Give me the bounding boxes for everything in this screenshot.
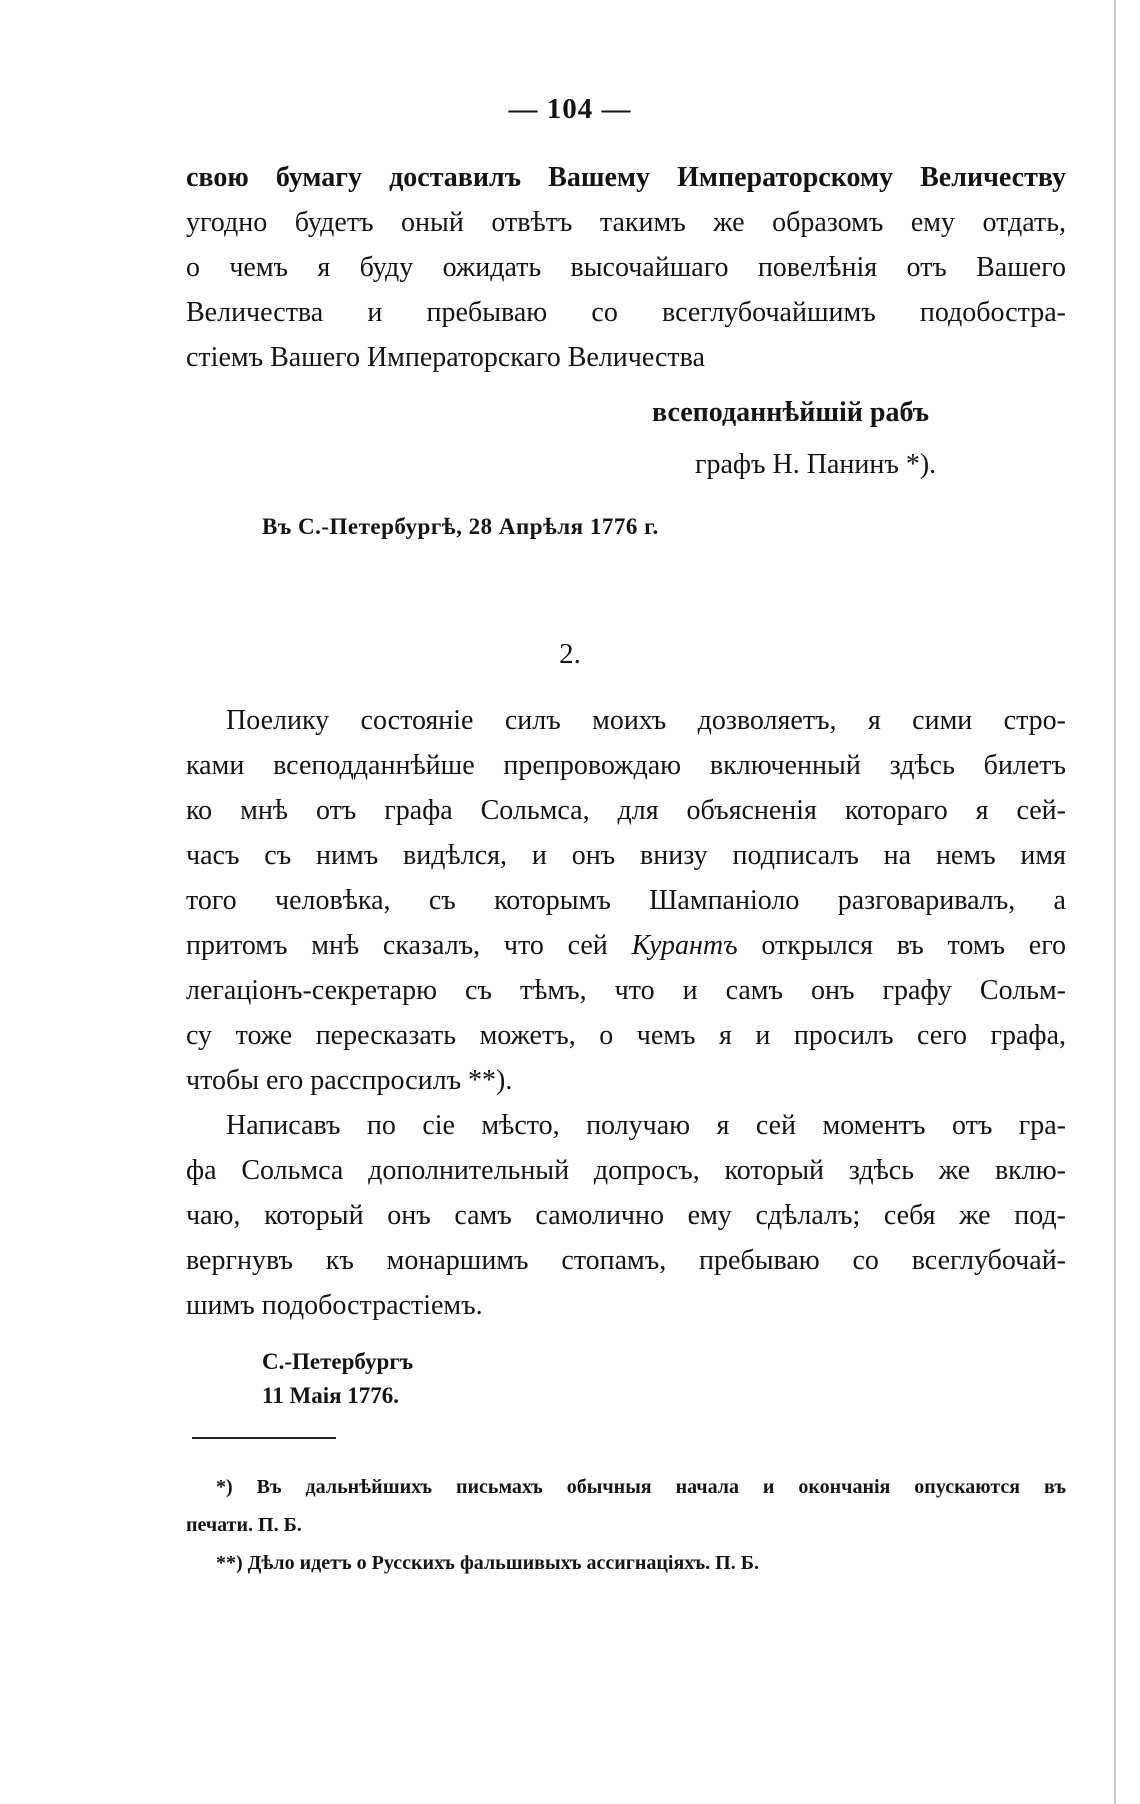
letter2-p1-line-6 [186,923,1066,968]
letter2-p1-line-6-b: открылся въ томъ его [737,930,1067,961]
letter1-line-4: Величества и пребываю со всеглубочайшимъ подобостра- [186,297,1066,328]
letter2-paragraph-2 [186,1103,1066,1328]
letter1-line-2: угодно будетъ оный отвѣтъ такимъ же образомъ ему отдать, [186,207,1066,238]
section-number: 2. [559,638,581,670]
letter2-p1-line-4: часъ съ нимъ видѣлся, и онъ внизу подписалъ на немъ имя [186,840,1066,871]
letter1-line-5: стіемъ Вашего Императорскаго Величества [186,342,705,373]
letter2-p2-line-3: чаю, который онъ самъ самолично ему сдѣлалъ; себя же под- [186,1200,1066,1231]
letter2-p1-line-6-a: притомъ мнѣ сказалъ, что сей [186,930,632,961]
signature-name: графъ Н. Панинъ *). [695,449,937,480]
letter2-p1-line-8: су тоже пересказать можетъ, о чемъ я и просилъ сего графа, [186,1020,1066,1051]
letter2-p1-line-2: ками всеподданнѣйше препровождаю включенный здѣсь билетъ [186,750,1066,781]
scan-edge-line [1114,0,1116,1804]
letter2-p1-line-5: того человѣка, съ которымъ Шампаніоло разговаривалъ, а [186,885,1066,916]
footnotes [186,1468,1066,1582]
letter2-paragraph-1 [186,698,1066,1103]
letter2-p2-line-4: вергнувъ къ монаршимъ стопамъ, пребываю со всеглубочай- [186,1245,1066,1276]
footnote-divider [192,1437,336,1439]
signature-title: всеподаннѣйшій рабъ [652,397,930,428]
letter2-p1-line-9: чтобы его расспросилъ **). [186,1065,513,1096]
letter2-p2-line-2: фа Сольмса дополнительный допросъ, который здѣсь же вклю- [186,1155,1066,1186]
letter1-text [186,155,1066,380]
footnote-1-line-1: *) Въ дальнѣйшихъ письмахъ обычныя начала и окончанія опускаются въ [216,1476,1066,1498]
letter2-p1-line-1: Поелику состояніе силъ моихъ дозволяетъ, я сими стро- [226,705,1066,736]
letter2-p2-line-5: шимъ подобострастіемъ. [186,1290,483,1321]
footnote-1-line-2: печати. П. Б. [186,1514,302,1536]
letter1-place-date: Въ С.-Петербургѣ, 28 Апрѣля 1776 г. [262,514,659,539]
letter2-p1-italic-word: Курантъ [631,930,738,961]
letter1-line-3: о чемъ я буду ожидать высочайшаго повелѣнія отъ Вашего [186,252,1066,283]
letter1-line-1: свою бумагу доставилъ Вашему Императорскому Величеству [186,162,1066,193]
letter2-p1-line-3: ко мнѣ отъ графа Сольмса, для объясненія котораго я сей- [186,795,1066,826]
page-number: — 104 — [508,93,632,125]
letter2-p1-line-7: легаціонъ-секретарю съ тѣмъ, что и самъ онъ графу Сольм- [186,975,1066,1006]
closing-date: 11 Маія 1776. [262,1383,400,1408]
footnote-2: **) Дѣло идетъ о Русскихъ фальшивыхъ ассигнаціяхъ. П. Б. [216,1552,759,1574]
closing-place: С.-Петербургъ [262,1349,414,1374]
letter2-p2-line-1: Написавъ по сіе мѣсто, получаю я сей моментъ отъ гра- [226,1110,1066,1141]
